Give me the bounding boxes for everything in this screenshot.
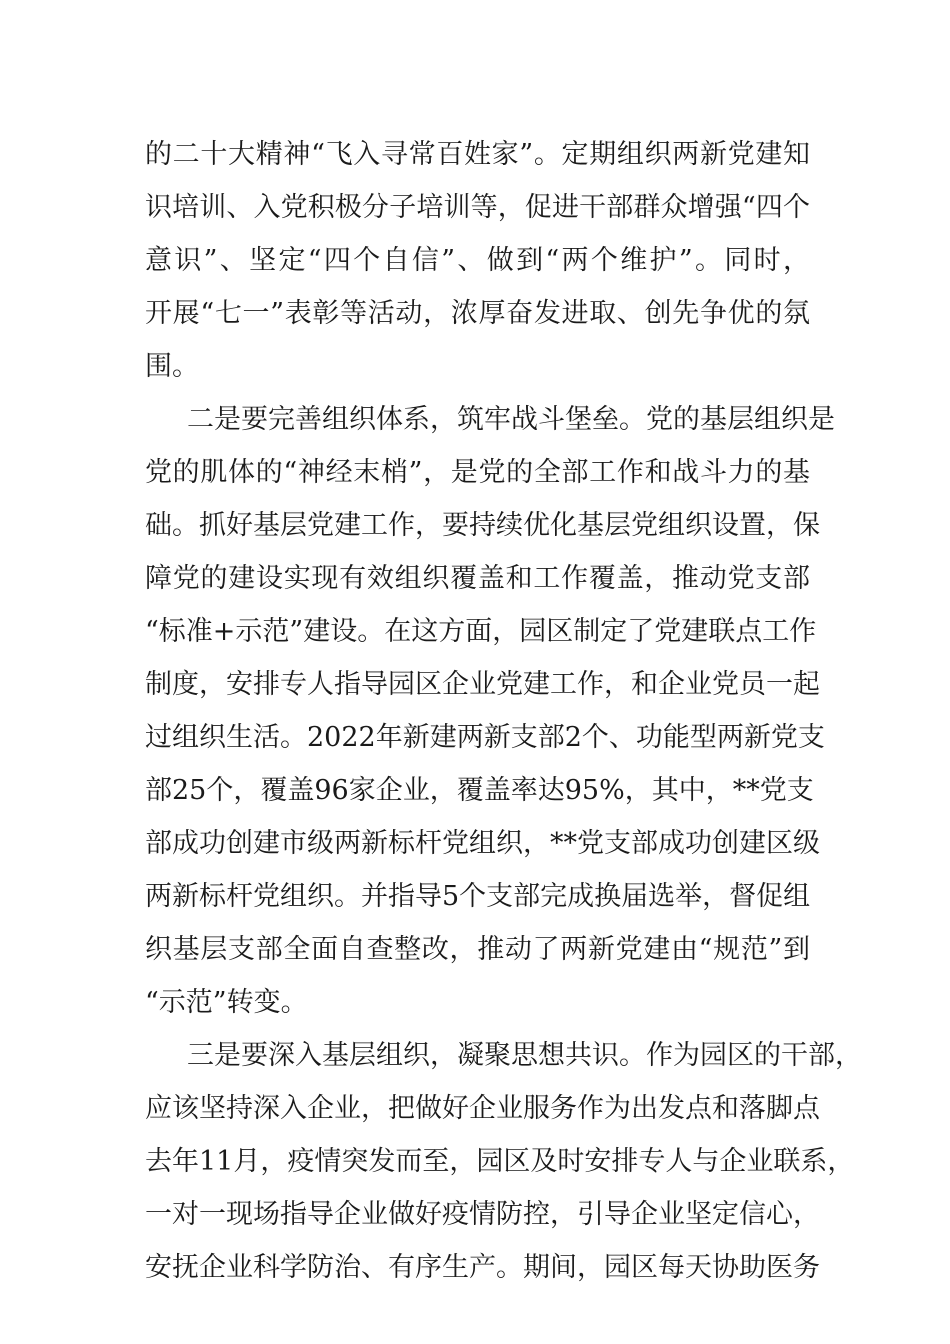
- text-line: 础。抓好基层党建工作，要持续优化基层党组织设置，保: [145, 510, 820, 541]
- text-line: 过组织生活。2022年新建两新支部2个、功能型两新党支: [145, 722, 825, 753]
- text-line: 党的肌体的“神经末梢”，是党的全部工作和战斗力的基: [145, 457, 810, 488]
- text-line: 去年11月，疫情突发而至，园区及时安排专人与企业联系，: [145, 1146, 855, 1177]
- text-line: 的二十大精神“飞入寻常百姓家”。定期组织两新党建知: [145, 139, 810, 170]
- body-text: [145, 128, 862, 1294]
- text-line: 两新标杆党组织。并指导5个支部完成换届选举，督促组: [145, 881, 811, 912]
- text-line: “标准+示范”建设。在这方面，园区制定了党建联点工作: [145, 616, 817, 647]
- text-line: 意识”、坚定“四个自信”、做到“两个维护”。同时，: [145, 245, 810, 276]
- paragraph-start-line: 二是要完善组织体系，筑牢战斗堡垒。党的基层组织是: [187, 404, 835, 435]
- text-line: 识培训、入党积极分子培训等，促进干部群众增强“四个: [145, 192, 810, 223]
- text-line: 部25个，覆盖96家企业，覆盖率达95%，其中，**党支: [145, 775, 814, 806]
- text-line: 一对一现场指导企业做好疫情防控，引导企业坚定信心，: [145, 1199, 820, 1230]
- text-line: 织基层支部全面自查整改，推动了两新党建由“规范”到: [145, 934, 810, 965]
- text-line: “示范”转变。: [145, 987, 308, 1018]
- text-line: 制度，安排专人指导园区企业党建工作，和企业党员一起: [145, 669, 820, 700]
- text-line: 安抚企业科学防治、有序生产。期间，园区每天协助医务: [145, 1252, 820, 1283]
- text-line: 开展“七一”表彰等活动，浓厚奋发进取、创先争优的氛: [145, 298, 810, 329]
- paragraph-start-line: 三是要深入基层组织，凝聚思想共识。作为园区的干部，: [187, 1040, 862, 1071]
- text-line: 应该坚持深入企业，把做好企业服务作为出发点和落脚点: [145, 1093, 820, 1124]
- text-line: 部成功创建市级两新标杆党组织，**党支部成功创建区级: [145, 828, 820, 859]
- text-line: 围。: [145, 351, 199, 382]
- text-line: 障党的建设实现有效组织覆盖和工作覆盖，推动党支部: [145, 563, 810, 594]
